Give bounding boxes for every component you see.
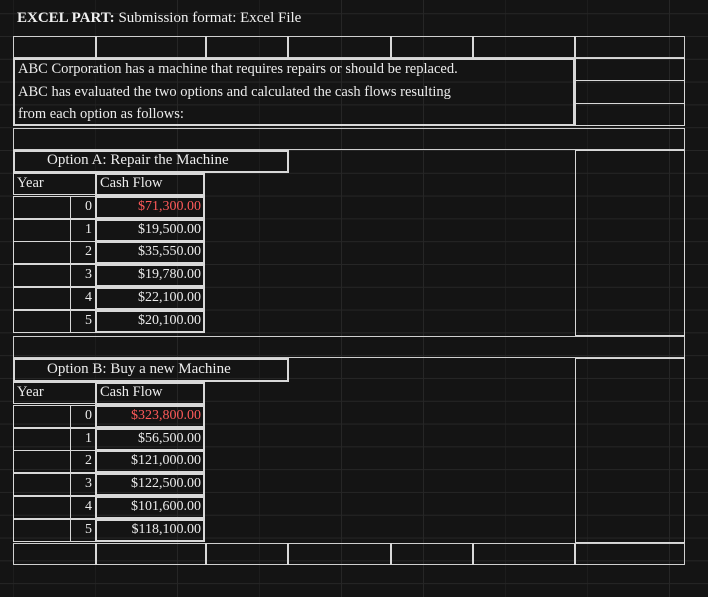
option-a-title: Option A: Repair the Machine [47,152,229,168]
year-value: 2 [85,453,92,469]
empty-row-border [13,128,685,150]
cash-flow-value: $118,100.00 [131,521,201,537]
empty-row-border [13,336,685,358]
right-cell-block[interactable] [575,358,685,543]
column-divider [472,543,474,565]
column-divider [205,543,207,565]
right-cell-block[interactable] [575,150,685,336]
year-value: 3 [85,476,92,492]
cash-flow-value: $121,000.00 [131,453,201,469]
row-divider [575,80,685,81]
cash-flow-value: $323,800.00 [131,408,201,423]
column-divider [390,36,392,58]
column-divider [287,543,289,565]
option-a-year-header: Year [17,175,44,191]
empty-row-border [13,36,685,58]
column-divider [390,543,392,565]
year-value: 0 [85,199,92,214]
year-value: 4 [85,498,92,514]
year-value: 5 [85,521,92,537]
header-label: EXCEL PART: [17,10,115,26]
option-a-cash-header: Cash Flow [100,175,163,191]
year-value: 0 [85,408,92,423]
intro-line-1: ABC Corporation has a machine that requires repairs or should be replaced. [18,61,458,77]
option-b-cash-header: Cash Flow [100,384,163,400]
column-divider [287,36,289,58]
cash-flow-value: $56,500.00 [138,430,201,446]
year-value: 5 [85,312,92,328]
year-value: 2 [85,244,92,260]
year-value: 4 [85,289,92,305]
page-title [17,10,301,27]
cash-flow-value: $19,780.00 [138,267,201,283]
year-value: 1 [85,430,92,446]
column-divider [95,543,97,565]
option-b-year-header: Year [17,384,44,400]
year-value: 1 [85,221,92,237]
cash-flow-value: $101,600.00 [131,498,201,514]
empty-row-border [13,543,685,565]
header-text: Submission format: Excel File [114,10,302,26]
column-divider [205,36,207,58]
cash-flow-value: $19,500.00 [138,221,201,237]
column-divider [472,36,474,58]
column-divider [95,36,97,58]
intro-side-box [575,58,685,126]
cash-flow-value: $122,500.00 [131,476,201,492]
year-value: 3 [85,267,92,283]
intro-line-2: ABC has evaluated the two options and calculated the cash flows resulting [18,84,451,100]
option-b-title: Option B: Buy a new Machine [47,361,231,377]
cash-flow-value: $71,300.00 [138,199,201,214]
column-divider [574,543,576,565]
cash-flow-value: $35,550.00 [138,244,201,260]
intro-line-3: from each option as follows: [18,106,184,122]
cash-flow-value: $22,100.00 [138,289,201,305]
row-divider [575,103,685,104]
cash-flow-value: $20,100.00 [138,312,201,328]
column-divider [574,36,576,58]
